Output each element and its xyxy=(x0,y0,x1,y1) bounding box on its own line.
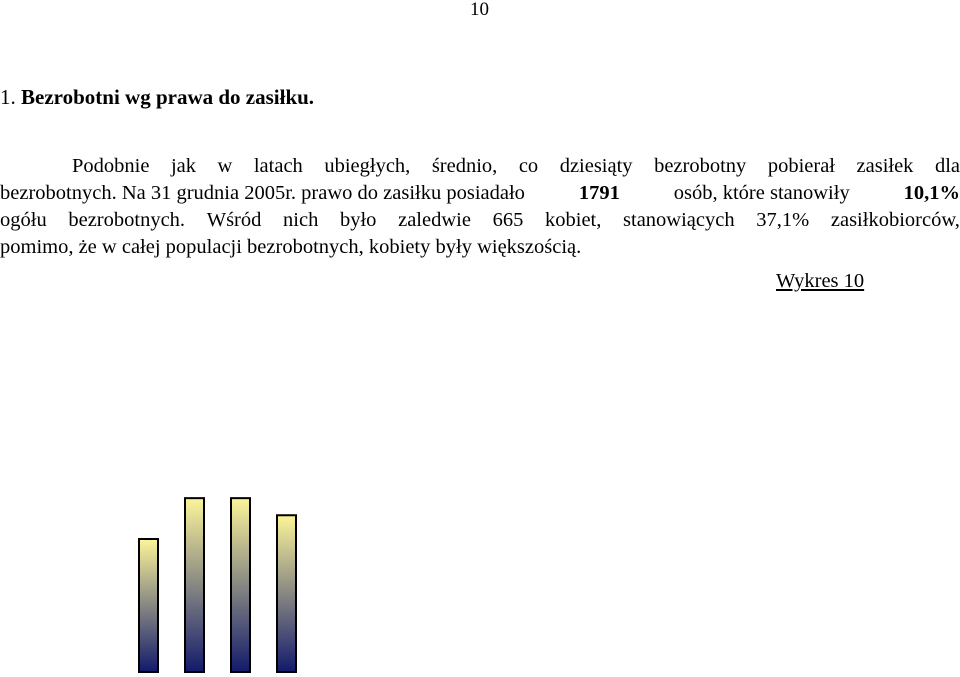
section-heading xyxy=(0,84,314,110)
word: kobiet, xyxy=(545,209,602,231)
body-paragraph xyxy=(0,153,960,261)
word: ogółu xyxy=(0,209,47,231)
word: pobierał xyxy=(767,155,835,177)
word: jak xyxy=(170,155,197,177)
word: dla xyxy=(934,155,960,177)
word: średnio, xyxy=(431,155,498,177)
word: bezrobotnych. xyxy=(68,209,186,231)
word: latach xyxy=(253,155,303,177)
page-number: 10 xyxy=(470,0,489,20)
chart-bar-1 xyxy=(139,539,158,672)
text-segment: osób, które stanowiły xyxy=(673,182,850,204)
paragraph-line-4: pomimo, że w całej populacji bezrobotnych, kobiety były większością. xyxy=(0,236,582,258)
word: dziesiąty xyxy=(559,155,633,177)
word: zasiłek xyxy=(856,155,914,177)
section-title: Bezrobotni wg prawa do zasiłku. xyxy=(21,85,315,109)
word: zasiłkobiorców, xyxy=(830,209,960,231)
word: bezrobotny xyxy=(654,155,747,177)
paragraph-line-2 xyxy=(0,180,960,207)
word: zaledwie xyxy=(398,209,471,231)
bar-chart xyxy=(0,420,960,677)
word: 37,1% xyxy=(756,209,810,231)
chart-bar-3 xyxy=(231,498,250,672)
text-segment: bezrobotnych. Na 31 grudnia 2005r. prawo do zasiłku posiadało xyxy=(0,182,525,204)
word: w xyxy=(217,155,233,177)
paragraph-line-1 xyxy=(0,153,960,180)
section-number: 1. xyxy=(0,85,16,109)
word: Podobnie xyxy=(72,155,150,177)
word: co xyxy=(518,155,539,177)
chart-bar-2 xyxy=(185,498,204,672)
chart-bar-4 xyxy=(277,515,296,672)
paragraph-line-3 xyxy=(0,207,960,234)
figure-reference-link[interactable]: Wykres 10 xyxy=(776,270,865,292)
count-recipients: 1791 xyxy=(578,182,620,204)
word: Wśród xyxy=(206,209,262,231)
word: 665 xyxy=(492,209,524,231)
word: ubiegłych, xyxy=(324,155,411,177)
word: nich xyxy=(283,209,319,231)
word: stanowiących xyxy=(623,209,735,231)
percent-recipients: 10,1% xyxy=(903,182,960,204)
word: było xyxy=(339,209,377,231)
chart-bars xyxy=(139,498,296,672)
